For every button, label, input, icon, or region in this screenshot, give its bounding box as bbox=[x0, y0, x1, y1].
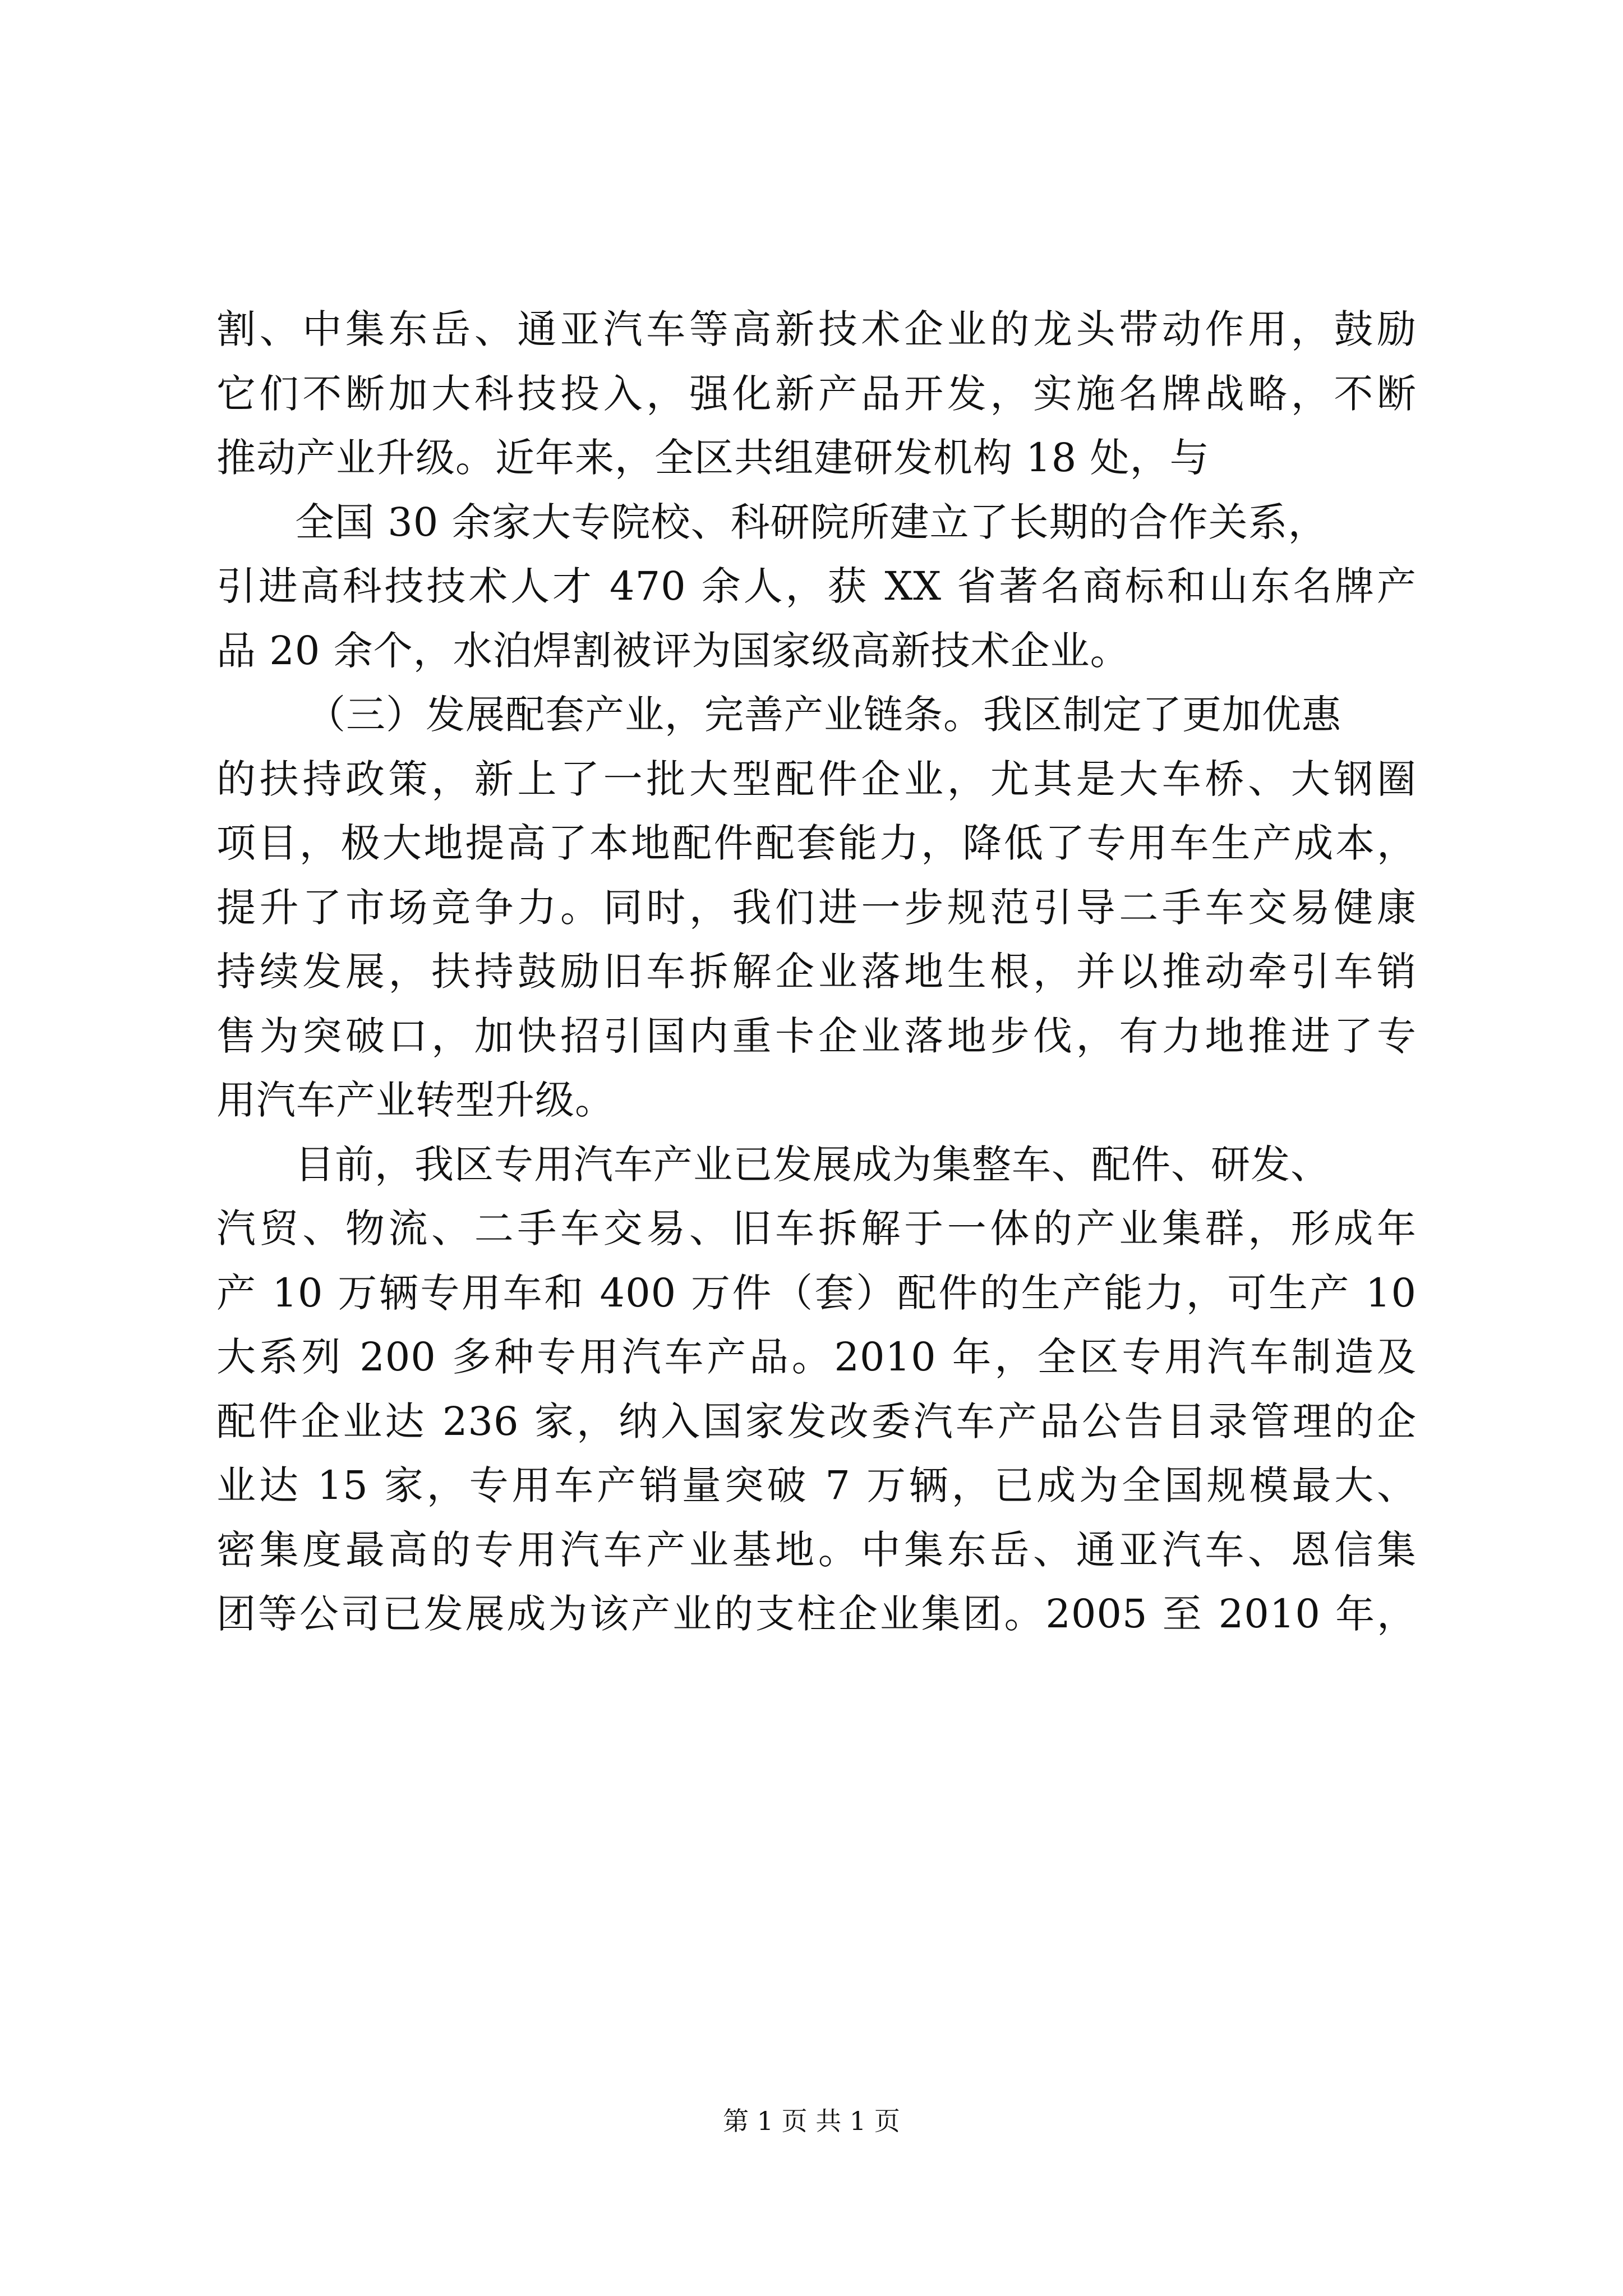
document-body bbox=[216, 297, 1417, 1646]
text-line: 密集度最高的专用汽车产业基地。中集东岳、通亚汽车、恩信集 bbox=[216, 1526, 1417, 1573]
text-line: 售为突破口，加快招引国内重卡企业落地步伐，有力地推进了专 bbox=[216, 1013, 1417, 1059]
text-line: 配件企业达 236 家，纳入国家发改委汽车产品公告目录管理的企 bbox=[216, 1398, 1417, 1444]
text-line: 品 20 余个，水泊焊割被评为国家级高新技术企业。 bbox=[216, 627, 1130, 674]
text-line: 用汽车产业转型升级。 bbox=[216, 1077, 615, 1123]
paragraph-first-line: 目前，我区专用汽车产业已发展成为集整车、配件、研发、 bbox=[295, 1141, 1330, 1188]
paragraph-first-line: 全国 30 余家大专院校、科研院所建立了长期的合作关系， bbox=[295, 499, 1328, 545]
text-line: 汽贸、物流、二手车交易、旧车拆解于一体的产业集群，形成年 bbox=[216, 1205, 1417, 1251]
text-line: 持续发展，扶持鼓励旧车拆解企业落地生根，并以推动牵引车销 bbox=[216, 949, 1417, 995]
text-line: 提升了市场竞争力。同时，我们进一步规范引导二手车交易健康 bbox=[216, 884, 1417, 931]
text-line: 引进高科技技术人才 470 余人，获 XX 省著名商标和山东名牌产 bbox=[216, 563, 1417, 609]
text-line: 的扶持政策，新上了一批大型配件企业，尤其是大车桥、大钢圈 bbox=[216, 756, 1417, 802]
text-line: 产 10 万辆专用车和 400 万件（套）配件的生产能力，可生产 10 bbox=[216, 1269, 1417, 1316]
text-line: 业达 15 家，专用车产销量突破 7 万辆，已成为全国规模最大、 bbox=[216, 1462, 1417, 1508]
text-line: 大系列 200 多种专用汽车产品。2010 年，全区专用汽车制造及 bbox=[216, 1334, 1417, 1380]
text-line: 项目，极大地提高了本地配件配套能力，降低了专用车生产成本， bbox=[216, 820, 1417, 866]
page-footer: 第 1 页 共 1 页 bbox=[723, 2106, 900, 2136]
text-line: 它们不断加大科技投入，强化新产品开发，实施名牌战略，不断 bbox=[216, 370, 1417, 417]
text-line: 团等公司已发展成为该产业的支柱企业集团。2005 至 2010 年， bbox=[216, 1591, 1417, 1637]
text-line: 割、中集东岳、通亚汽车等高新技术企业的龙头带动作用，鼓励 bbox=[216, 306, 1417, 352]
section-heading-line: （三）发展配套产业，完善产业链条。我区制定了更加优惠 bbox=[306, 692, 1341, 738]
text-line: 推动产业升级。近年来，全区共组建研发机构 18 处，与 bbox=[216, 435, 1210, 481]
